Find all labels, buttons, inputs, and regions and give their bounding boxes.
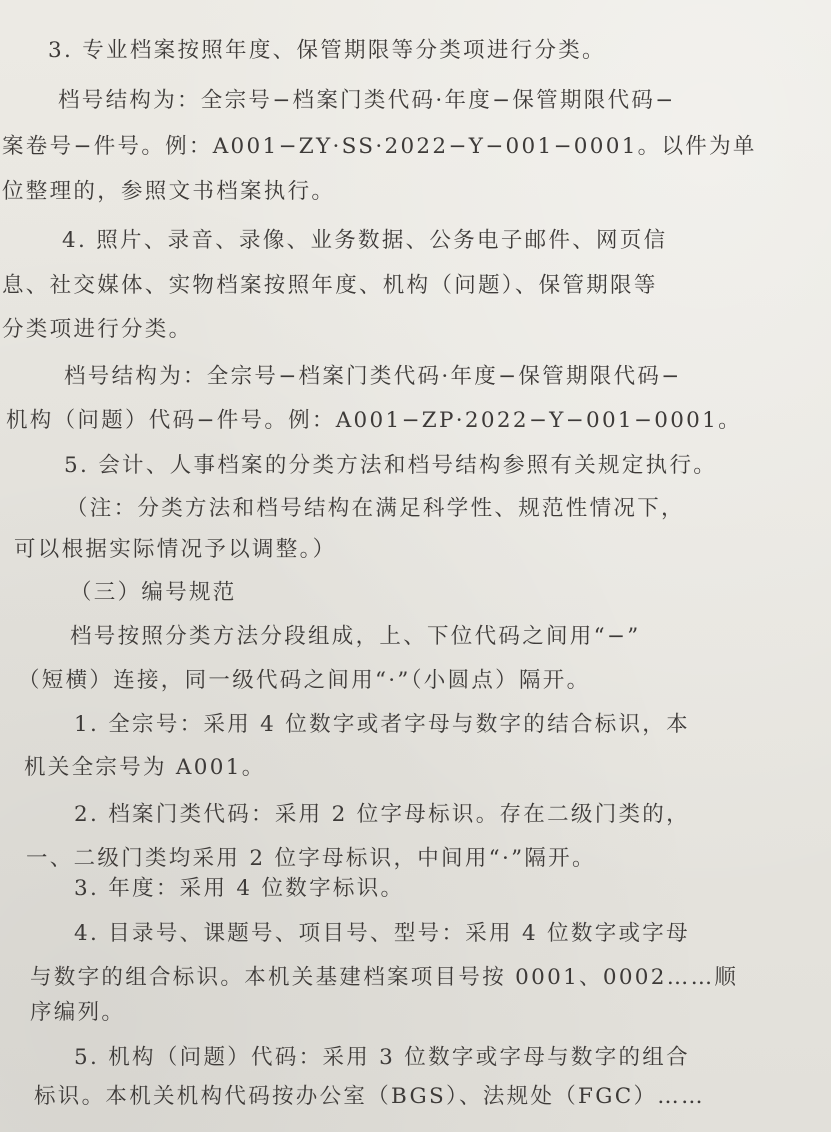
text-line: 1. 全宗号：采用 4 位数字或者字母与数字的结合标识，本: [74, 712, 690, 737]
text-line: 序编列。: [30, 1000, 126, 1025]
text-line: （注：分类方法和档号结构在满足科学性、规范性情况下，: [66, 496, 685, 521]
text-line: 档号结构为：全宗号−档案门类代码·年度−保管期限代码−: [58, 88, 676, 113]
text-line: 4. 目录号、课题号、项目号、型号：采用 4 位数字或字母: [74, 921, 690, 946]
text-line: 机关全宗号为 A001。: [24, 755, 266, 780]
text-line: 3. 专业档案按照年度、保管期限等分类项进行分类。: [48, 38, 606, 63]
text-line: 5. 机构（问题）代码：采用 3 位数字或字母与数字的组合: [74, 1045, 690, 1070]
text-line: 位整理的，参照文书档案执行。: [2, 179, 336, 204]
text-line: 息、社交媒体、实物档案按照年度、机构（问题）、保管期限等: [2, 273, 658, 298]
text-line: 分类项进行分类。: [2, 317, 193, 342]
text-line: 档号结构为：全宗号−档案门类代码·年度−保管期限代码−: [64, 364, 682, 389]
text-line: 与数字的组合标识。本机关基建档案项目号按 0001、0002……顺: [30, 965, 739, 990]
text-line: 可以根据实际情况予以调整。）: [14, 537, 337, 562]
text-line: 案卷号−件号。例：A001−ZY·SS·2022−Y−001−0001。以件为单: [2, 134, 757, 159]
text-line: 标识。本机关机构代码按办公室（BGS）、法规处（FGC）……: [34, 1084, 705, 1109]
text-line: 一、二级门类均采用 2 位字母标识，中间用“·”隔开。: [26, 846, 596, 871]
text-line: 4. 照片、录音、录像、业务数据、公务电子邮件、网页信: [62, 228, 668, 253]
text-line: 5. 会计、人事档案的分类方法和档号结构参照有关规定执行。: [64, 453, 718, 478]
text-line: 3. 年度：采用 4 位数字标识。: [74, 876, 405, 901]
text-line: 2. 档案门类代码：采用 2 位字母标识。存在二级门类的，: [74, 802, 690, 827]
text-line: 档号按照分类方法分段组成，上、下位代码之间用“−”: [70, 624, 641, 649]
text-line: （短横）连接，同一级代码之间用“·”（小圆点）隔开。: [18, 668, 591, 693]
text-line: 机构（问题）代码−件号。例：A001−ZP·2022−Y−001−0001。: [6, 408, 742, 433]
section-heading: （三）编号规范: [70, 580, 237, 605]
